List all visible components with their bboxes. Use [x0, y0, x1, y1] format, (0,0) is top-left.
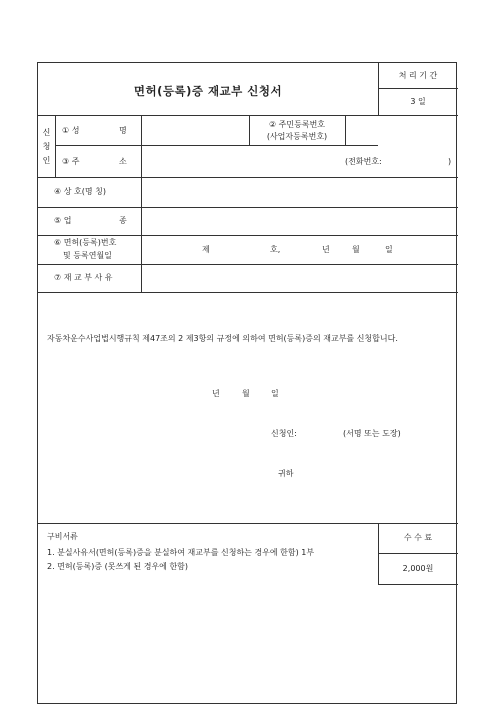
business-type-label: ⑤ 업 — [54, 216, 72, 225]
document-item-1: 1. 분실사유서(면허(등록)증을 분실하여 재교부를 신청하는 경우에 한함) 1부 — [47, 548, 315, 557]
address-label-suffix: 소 — [119, 157, 127, 166]
addressee: 귀하 — [278, 469, 294, 478]
application-form — [37, 62, 457, 704]
reason-field[interactable] — [142, 265, 457, 292]
date-month: 월 — [242, 389, 250, 398]
processing-period-value: 3 일 — [410, 97, 426, 106]
divider — [378, 63, 379, 115]
name-label-suffix: 명 — [119, 126, 127, 135]
reg-no-label: ② 주민등록번호 — [268, 120, 326, 129]
license-je: 제 — [202, 245, 210, 254]
trade-name-field[interactable] — [142, 178, 457, 207]
form-title: 면허(등록)증 재교부 신청서 — [133, 84, 283, 98]
license-no-field[interactable] — [142, 236, 457, 264]
reg-no-field[interactable] — [346, 116, 457, 145]
license-day: 일 — [385, 245, 393, 254]
license-no-label: ⑥ 면허(등록)번호 — [54, 238, 117, 247]
business-reg-no-label: (사업자등록번호) — [266, 132, 328, 141]
license-month: 월 — [352, 245, 360, 254]
divider — [378, 553, 458, 554]
reason-label: ⑦ 재 교 부 사 유 — [54, 273, 113, 282]
address-label: ③ 주 — [62, 157, 80, 166]
applicant-sign-field[interactable] — [303, 423, 343, 443]
applicant-label-1: 신 — [42, 128, 51, 137]
date-day: 일 — [271, 389, 279, 398]
date-year: 년 — [212, 389, 220, 398]
phone-field[interactable] — [388, 151, 446, 173]
divider — [378, 523, 379, 584]
documents-title: 구비서류 — [47, 532, 78, 541]
applicant-label-3: 인 — [42, 156, 51, 165]
document-item-2: 2. 면허(등록)증 (못쓰게 된 경우에 한함) — [47, 562, 189, 571]
business-type-label-suffix: 종 — [119, 216, 127, 225]
license-year: 년 — [322, 245, 330, 254]
applicant-label-2: 청 — [42, 142, 51, 151]
divider — [38, 523, 458, 524]
divider — [249, 115, 250, 145]
fee-value: 2,000원 — [402, 564, 434, 573]
signature-hint: (서명 또는 도장) — [343, 429, 401, 438]
fee-label: 수 수 료 — [403, 533, 433, 542]
divider — [378, 88, 458, 89]
phone-label: (전화번호: — [345, 157, 382, 166]
name-field[interactable] — [142, 116, 248, 145]
divider — [55, 115, 56, 177]
phone-close: ) — [448, 157, 452, 166]
business-type-field[interactable] — [142, 208, 457, 235]
divider — [38, 292, 458, 293]
license-date-label: 및 등록연월일 — [63, 251, 112, 260]
license-ho: 호, — [270, 245, 281, 254]
processing-period-label: 처 리 기 간 — [398, 71, 438, 80]
applicant-sign-label: 신청인: — [271, 429, 297, 438]
address-field[interactable] — [142, 146, 347, 177]
name-label: ① 성 — [62, 126, 80, 135]
divider — [378, 584, 458, 585]
statement-text: 자동차운수사업법시행규칙 제47조의 2 제3항의 규정에 의하여 면허(등록)증의 재교부를 신청합니다. — [47, 334, 398, 343]
trade-name-label: ④ 상 호(명 칭) — [54, 187, 106, 196]
